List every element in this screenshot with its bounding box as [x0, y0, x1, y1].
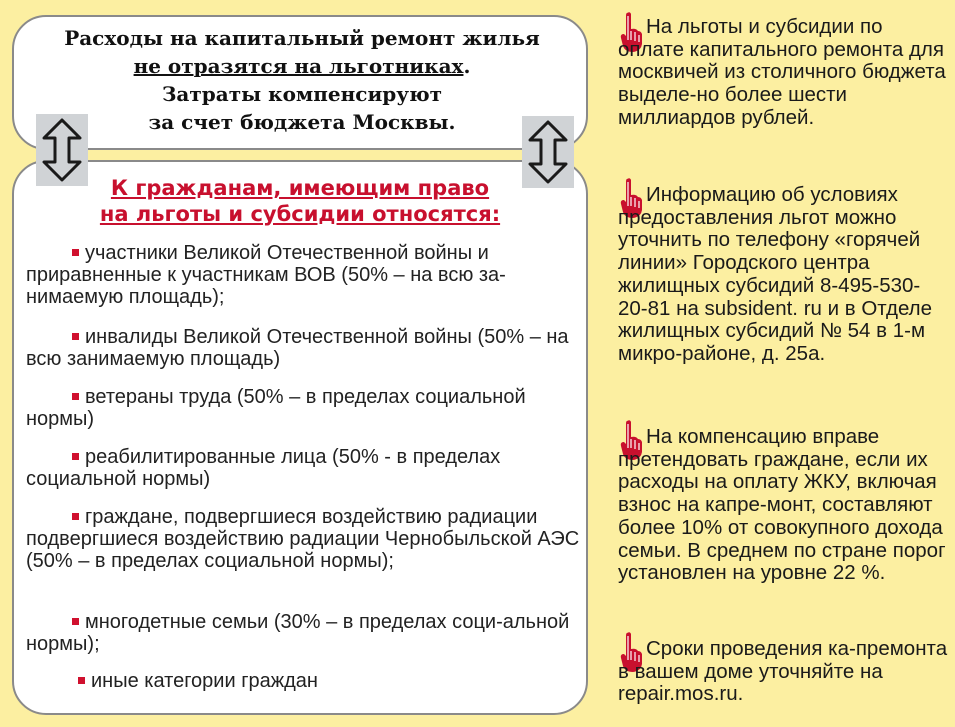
note-hotline-info: [618, 184, 948, 366]
list-item: [26, 506, 582, 572]
list-item: [26, 611, 582, 655]
bullet-icon: [72, 618, 79, 625]
heading-line-1: К гражданам, имеющим право: [110, 176, 490, 200]
top-line-2: [14, 52, 590, 80]
top-panel-text: [14, 24, 590, 136]
top-line-1: Расходы на капитальный ремонт жилья: [64, 26, 540, 50]
note-text: На компенсацию вправе претендовать граждане, если их расходы на оплату ЖКУ, включая взнос на капре-монт, составляют более 10% от совокупного дохода семьи. В среднем по стране порог установлен на уровне 22 %.: [618, 425, 946, 585]
note-repair-schedule: [618, 638, 948, 706]
list-item: [26, 386, 582, 430]
list-item-text: ветераны труда (50% – в пределах социальной нормы): [26, 386, 526, 430]
list-item-text: инвалиды Великой Отечественной войны (50% – на всю занимаемую площадь): [26, 326, 569, 370]
list-item: [26, 670, 582, 692]
note-text: Сроки проведения ка-премонта в вашем доме уточняйте на repair.mos.ru.: [618, 637, 948, 706]
top-line-3: Затраты компенсируют: [162, 82, 442, 106]
bullet-icon: [72, 393, 79, 400]
list-item: [26, 242, 582, 308]
bullet-icon: [72, 333, 79, 340]
list-item-text: многодетные семьи (30% – в пределах соци-альной нормы);: [26, 611, 570, 655]
beneficiaries-heading: [0, 175, 600, 227]
top-line-4: за счет бюджета Москвы.: [148, 110, 456, 134]
list-item: [26, 446, 582, 490]
top-line-2-underlined: не отразятся на льготниках: [133, 54, 464, 78]
top-line-2-tail: .: [463, 54, 471, 78]
list-item: [26, 326, 582, 370]
top-info-panel: [12, 15, 588, 150]
list-item-text: участники Великой Отечественной войны и приравненные к участникам ВОВ (50% – на всю за-нимаемую площадь);: [26, 242, 506, 308]
note-subsidies-budget: [618, 16, 948, 130]
bullet-icon: [72, 249, 79, 256]
heading-line-2: на льготы и субсидии относятся:: [99, 202, 501, 226]
list-item-text: иные категории граждан: [91, 670, 318, 692]
list-item-text: реабилитированные лица (50% - в пределах социальной нормы): [26, 446, 501, 490]
bullet-icon: [72, 513, 79, 520]
note-text: Информацию об условиях предоставления льгот можно уточнить по телефону «горячей линии» Городского центра жилищных субсидий 8-495-530-20-81 на subsident. ru и в Отделе жилищных субсидий № 54 в 1-м микро-районе, д. 25а.: [618, 183, 933, 365]
bullet-icon: [78, 677, 85, 684]
note-compensation: [618, 426, 948, 585]
bullet-icon: [72, 453, 79, 460]
list-item-text: граждане, подвергшиеся воздействию радиации подвергшиеся воздействию радиации Чернобыльской АЭС (50% – в пределах социальной нормы);: [26, 506, 580, 572]
note-text: На льготы и субсидии по оплате капитального ремонта для москвичей из столичного бюджета выделе-но более шести миллиардов рублей.: [618, 15, 946, 129]
